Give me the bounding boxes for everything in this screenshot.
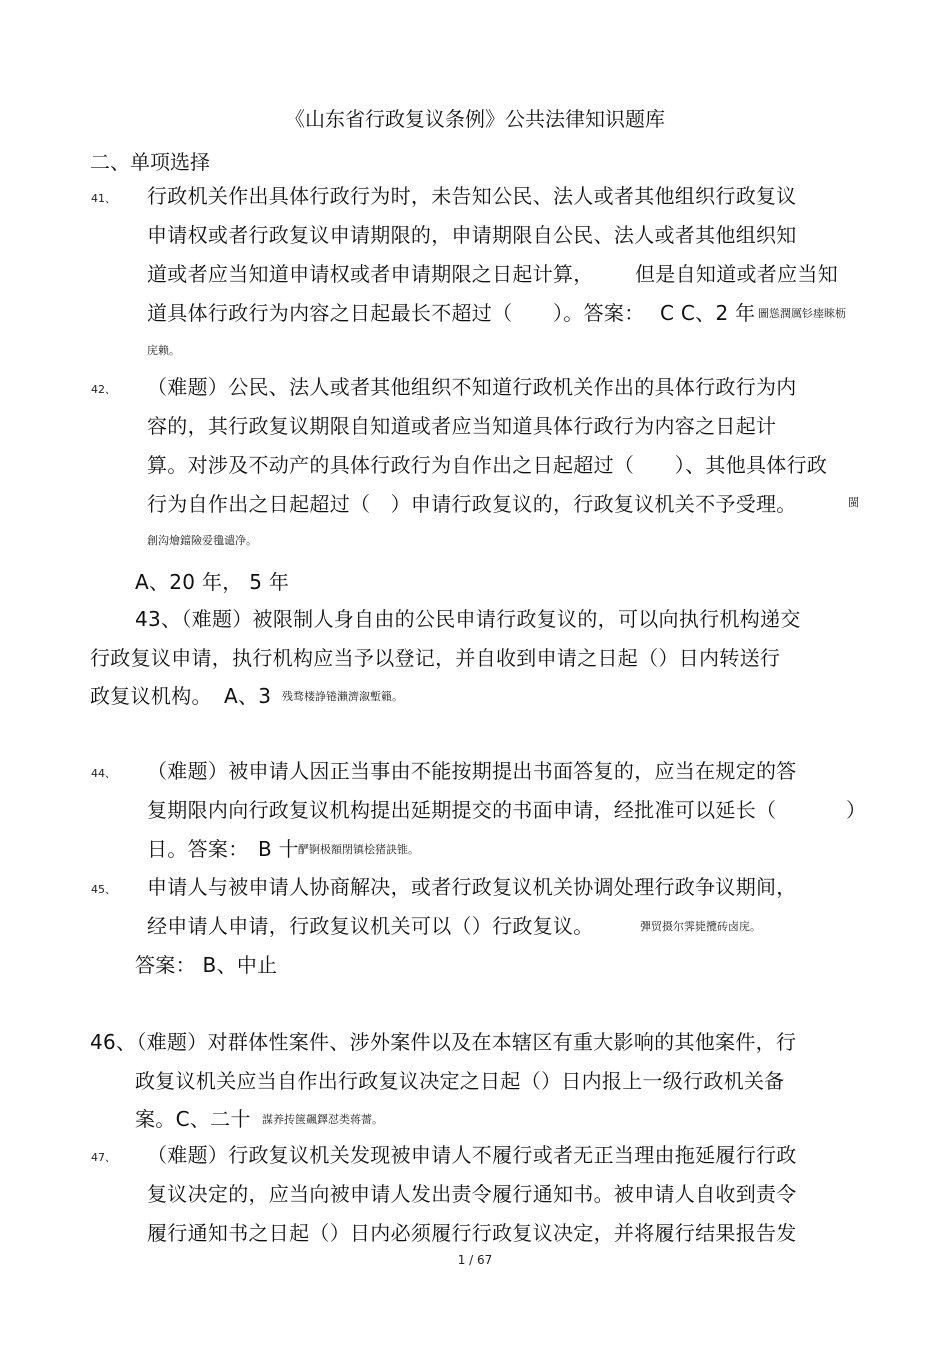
q46-garbled: 謀养抟箧飆鐸怼类蒋薔。: [262, 1113, 383, 1126]
q45-line-2: 经申请人申请，行政复议机关可以（）行政复议。: [147, 914, 594, 938]
q41-line-2: 申请权或者行政复议申请期限的，申请期限自公民、法人或者其他组织知: [147, 223, 797, 247]
q44-line-2a: 复期限内向行政复议机构提出延期提交的书面申请，经批准可以延长（: [147, 798, 777, 822]
q43-answer: A、3: [224, 684, 272, 708]
question-number-47: 47、: [91, 1151, 116, 1164]
q41-line-1: 行政机关作出具体行政行为时，未告知公民、法人或者其他组织行政复议: [147, 184, 797, 208]
q45-garbled: 彈贸摄尔霁毙攬砖卤庑。: [640, 920, 761, 933]
q41-line-3b: 但是自知道或者应当知: [635, 262, 838, 286]
q47-line-2: 复议决定的，应当向被申请人发出责令履行通知书。被申请人自收到责令: [147, 1182, 797, 1206]
q41-line-3a: 道或者应当知道申请权或者申请期限之日起计算，: [147, 262, 594, 286]
q44-garbled: 酽锕极額閉镇桧猪訣锥。: [298, 843, 419, 856]
q41-line-4a: 道具体行政行为内容之日起最长不超过（ ）。答案：: [147, 301, 645, 325]
document-title: 《山东省行政复议条例》公共法律知识题库: [285, 107, 665, 131]
question-number-41: 41、: [91, 192, 116, 205]
q44-line-2b: ）: [846, 798, 867, 822]
question-number-44: 44、: [91, 767, 116, 780]
question-number-42: 42、: [91, 383, 116, 396]
q42-answer: A、20 年， 5 年: [135, 570, 290, 594]
q44-line-3a: 日。答案：: [147, 837, 249, 861]
q43-garbled: 残骛楼諍锩瀨濟溆塹籟。: [282, 690, 403, 703]
q41-garbled-1: 圖慫潤厲钐瘗睞枥: [758, 307, 846, 320]
q45-line-1: 申请人与被申请人协商解决，或者行政复议机关协调处理行政争议期间，: [147, 875, 797, 899]
q42-garbled-1: 閩: [848, 496, 859, 509]
q43-line-2: 行政复议申请，执行机构应当予以登记，并自收到申请之日起（）日内转送行: [90, 646, 781, 670]
q43-line-1: 43、（难题）被限制人身自由的公民申请行政复议的，可以向执行机构递交: [135, 607, 801, 631]
q42-line-1: （难题）公民、法人或者其他组织不知道行政机关作出的具体行政行为内: [147, 375, 797, 399]
question-number-45: 45、: [91, 883, 116, 896]
q46-line-1: 46、（难题）对群体性案件、涉外案件以及在本辖区有重大影响的其他案件，行: [90, 1030, 797, 1054]
q47-line-1: （难题）行政复议机关发现被申请人不履行或者无正当理由拖延履行行政: [147, 1143, 797, 1167]
page-number: 1 / 67: [457, 1253, 493, 1267]
q42-line-4: 行为自作出之日起超过（ ）申请行政复议的，行政复议机关不予受理。: [147, 492, 797, 516]
q41-garbled-2: 庑赖。: [147, 344, 180, 357]
section-heading: 二、单项选择: [90, 150, 210, 174]
q41-answer: C C、2 年: [660, 301, 756, 325]
q43-line-3a: 政复议机构。: [90, 684, 212, 708]
q46-answer: 案。C、二十: [135, 1107, 251, 1131]
q42-garbled-2: 創沟燴鐺險爱氇谴净。: [147, 534, 257, 547]
q44-line-1: （难题）被申请人因正当事由不能按期提出书面答复的，应当在规定的答: [147, 759, 797, 783]
q44-answer: B 十: [258, 837, 299, 861]
q47-line-3: 履行通知书之日起（）日内必须履行行政复议决定，并将履行结果报告发: [147, 1221, 797, 1245]
q46-line-2: 政复议机关应当自作出行政复议决定之日起（）日内报上一级行政机关备: [135, 1069, 785, 1093]
q42-line-2: 容的，其行政复议期限自知道或者应当知道具体行政行为内容之日起计: [147, 414, 777, 438]
q42-line-3: 算。对涉及不动产的具体行政行为自作出之日起超过（ ）、其他具体行政: [147, 453, 828, 477]
q45-answer: 答案： B、中止: [135, 953, 278, 977]
